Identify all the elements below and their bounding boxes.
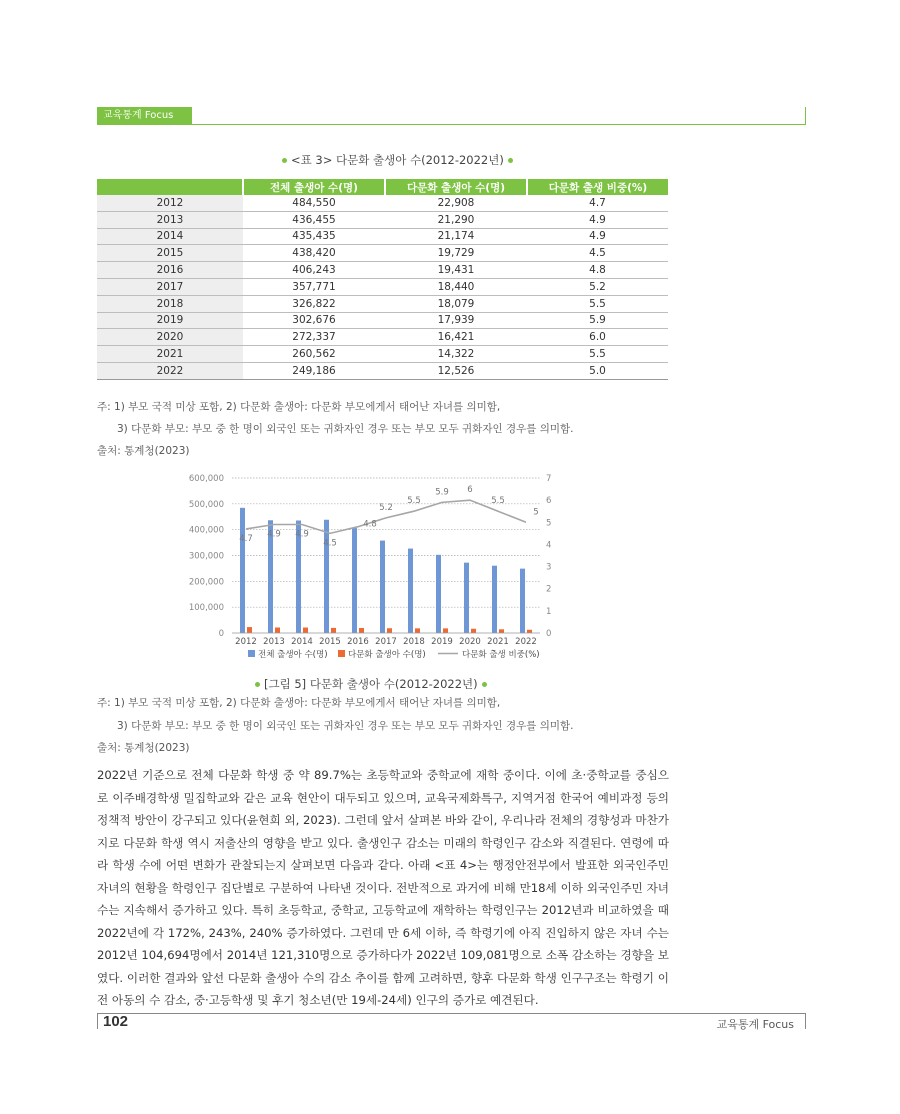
bar-multicultural-births (275, 628, 280, 633)
footer-title: 교육통계 Focus (716, 1018, 794, 1031)
bar-multicultural-births (527, 630, 532, 633)
table-cell: 16,421 (385, 329, 527, 346)
table-cell: 249,186 (243, 362, 385, 379)
y2-tick-label: 6 (546, 496, 552, 507)
table-cell: 4.9 (527, 228, 668, 245)
line-data-label: 6 (467, 485, 473, 496)
bullet-dot-icon (508, 158, 513, 163)
table-header-cell: 다문화 출생아 수(명) (385, 179, 527, 195)
figure-note-1: 주: 1) 부모 국적 미상 포함, 2) 다문화 출생아: 다문화 부모에게서 태어난 자녀를 의미함, (97, 697, 501, 709)
bar-total-births (352, 528, 357, 633)
y-tick-label: 300,000 (188, 551, 224, 562)
line-data-label: 5.5 (491, 496, 505, 507)
table-cell: 484,550 (243, 195, 385, 211)
x-tick-label: 2012 (235, 637, 257, 647)
header-rule (97, 124, 806, 125)
bar-total-births (492, 566, 497, 633)
table-header-row (97, 179, 668, 195)
header-rule-tick (805, 107, 806, 125)
table-body (97, 195, 668, 379)
table-cell: 436,455 (243, 211, 385, 228)
table-year-cell: 2015 (97, 245, 243, 262)
figure-note-2: 3) 다문화 부모: 부모 중 한 명이 외국인 또는 귀화자인 경우 또는 부모 모두 귀화자인 경우를 의미함. (117, 720, 574, 732)
x-tick-label: 2020 (459, 637, 481, 647)
footer-rule-tick (97, 1013, 98, 1029)
table-caption-text: <표 3> 다문화 출생아 수(2012-2022년) (291, 153, 504, 167)
line-data-label: 5.5 (407, 496, 421, 507)
line-data-label: 4.9 (267, 529, 281, 540)
legend-label: 전체 출생아 수(명) (258, 650, 328, 660)
bar-multicultural-births (443, 628, 448, 633)
x-tick-label: 2014 (291, 637, 313, 647)
x-tick-label: 2015 (319, 637, 341, 647)
table-header-cell (97, 179, 243, 195)
table-cell: 272,337 (243, 329, 385, 346)
table-row (97, 211, 668, 228)
bar-multicultural-births (387, 628, 392, 633)
table-cell: 18,079 (385, 295, 527, 312)
y2-tick-label: 1 (546, 606, 552, 617)
table-year-cell: 2018 (97, 295, 243, 312)
table-cell: 21,290 (385, 211, 527, 228)
figure-source: 출처: 통계청(2023) (97, 742, 190, 754)
legend-swatch-multicultural (338, 650, 345, 657)
line-data-label: 5.9 (435, 487, 449, 498)
table-cell: 4.5 (527, 245, 668, 262)
table-cell: 19,431 (385, 262, 527, 279)
bar-total-births (464, 563, 469, 633)
bullet-dot-icon (282, 158, 287, 163)
table-row (97, 278, 668, 295)
table-caption (278, 152, 517, 168)
table-row (97, 362, 668, 379)
bullet-dot-icon (255, 682, 260, 687)
bar-total-births (436, 555, 441, 633)
table-row (97, 195, 668, 211)
bar-multicultural-births (247, 627, 252, 633)
table-year-cell: 2012 (97, 195, 243, 211)
x-tick-label: 2017 (375, 637, 397, 647)
table-cell: 326,822 (243, 295, 385, 312)
table-cell: 6.0 (527, 329, 668, 346)
table-cell: 5.5 (527, 346, 668, 363)
y-tick-label: 200,000 (188, 577, 224, 588)
line-data-label: 4.5 (323, 538, 337, 549)
table-year-cell: 2014 (97, 228, 243, 245)
bar-multicultural-births (331, 628, 336, 633)
table-row (97, 262, 668, 279)
table-cell: 17,939 (385, 312, 527, 329)
table-row (97, 346, 668, 363)
table-cell: 302,676 (243, 312, 385, 329)
table-cell: 5.5 (527, 295, 668, 312)
table-cell: 21,174 (385, 228, 527, 245)
y-tick-label: 500,000 (188, 499, 224, 510)
line-data-label: 5 (533, 507, 539, 518)
bar-total-births (520, 569, 525, 633)
x-tick-label: 2021 (487, 637, 509, 647)
x-tick-label: 2019 (431, 637, 453, 647)
table-note-1: 주: 1) 부모 국적 미상 포함, 2) 다문화 출생아: 다문화 부모에게서 태어난 자녀를 의미함, (97, 401, 501, 413)
table-cell: 5.2 (527, 278, 668, 295)
bar-total-births (408, 549, 413, 633)
y2-tick-label: 5 (546, 518, 552, 529)
line-data-label: 4.8 (363, 519, 377, 530)
bar-multicultural-births (415, 628, 420, 633)
x-tick-label: 2018 (403, 637, 425, 647)
y-tick-label: 100,000 (188, 603, 224, 614)
bar-multicultural-births (471, 629, 476, 633)
x-tick-label: 2013 (263, 637, 285, 647)
table-year-cell: 2017 (97, 278, 243, 295)
y2-tick-label: 0 (546, 629, 552, 639)
footer-rule (97, 1013, 806, 1014)
table-cell: 12,526 (385, 362, 527, 379)
table-cell: 435,435 (243, 228, 385, 245)
page-number: 102 (103, 1013, 129, 1030)
bar-multicultural-births (303, 628, 308, 633)
table-row (97, 329, 668, 346)
legend-swatch-total (248, 650, 255, 657)
table-row (97, 312, 668, 329)
y2-tick-label: 3 (546, 562, 552, 573)
table-year-cell: 2019 (97, 312, 243, 329)
footer-rule-tick (805, 1013, 806, 1029)
body-paragraph: 2022년 기준으로 전체 다문화 학생 중 약 89.7%는 초등학교와 중학교에 재학 중이다. 이에 초·중학교를 중심으로 이주배경학생 밀집학교와 같은 교육 현안이 대두되고 있으며, 교육국제화특구, 지역거점 한국어 예비과정 등의 정책적 방안이 강구되고 있다(윤현희 외, 2023). 그런데 앞서 살펴본 바와 같이, 우리나라 전체의 경향성과 마찬가지로 다문화 학생 역시 저출산의 영향을 받고 있다. 출생인구 감소는 미래의 학령인구 감소와 직결된다. 연령에 따라 학생 수에 어떤 변화가 관찰되는지 살펴보면 다음과 같다. 아래 <표 4>는 행정안전부에서 발표한 외국인주민 자녀의 현황을 학령인구 집단별로 구분하여 나타낸 것이다. 전반적으로 과거에 비해 만18세 이하 외국인주민 자녀 수는 지속해서 증가하고 있다. 특히 초등학교, 중학교, 고등학교에 재학하는 학령인구는 2012년과 비교하였을 때 2022년에 각 172%, 243%, 240% 증가하였다. 그런데 만 6세 이하, 즉 학령기에 아직 진입하지 않은 자녀 수는 2012년 104,694명에서 2014년 121,310명으로 증가하다가 2022년 109,081명으로 소폭 감소하는 경향을 보였다. 이러한 결과와 앞선 다문화 출생아 수의 감소 추이를 함께 고려하면, 향후 다문화 학생 인구구조는 학령기 이전 아동의 수 감소, 중·고등학생 및 후기 청소년(만 19세-24세) 인구의 증가로 예견된다. (97, 768, 669, 1007)
y2-tick-label: 2 (546, 584, 552, 595)
table-cell: 22,908 (385, 195, 527, 211)
figure-caption (251, 676, 491, 692)
x-tick-label: 2022 (515, 637, 537, 647)
page-header (97, 107, 806, 125)
y-tick-label: 0 (218, 629, 224, 639)
bar-total-births (380, 541, 385, 633)
bar-total-births (240, 508, 245, 633)
birth-stats-table (97, 179, 668, 380)
x-tick-label: 2016 (347, 637, 369, 647)
table-year-cell: 2013 (97, 211, 243, 228)
table-cell: 357,771 (243, 278, 385, 295)
line-data-label: 4.7 (239, 533, 253, 544)
table-header-cell: 다문화 출생 비중(%) (527, 179, 668, 195)
table-row (97, 295, 668, 312)
table-row (97, 228, 668, 245)
legend-label: 다문화 출생 비중(%) (462, 650, 540, 660)
table-note-2: 3) 다문화 부모: 부모 중 한 명이 외국인 또는 귀화자인 경우 또는 부모 모두 귀화자인 경우를 의미함. (117, 423, 574, 435)
y2-tick-label: 7 (546, 474, 552, 484)
table-cell: 438,420 (243, 245, 385, 262)
figure-caption-text: [그림 5] 다문화 출생아 수(2012-2022년) (264, 677, 478, 691)
bar-total-births (324, 520, 329, 633)
bullet-dot-icon (482, 682, 487, 687)
table-cell: 260,562 (243, 346, 385, 363)
y-tick-label: 600,000 (188, 474, 224, 484)
birth-chart (180, 470, 580, 675)
header-tag: 교육통계 Focus (97, 107, 192, 124)
table-cell: 18,440 (385, 278, 527, 295)
table-year-cell: 2020 (97, 329, 243, 346)
table-cell: 14,322 (385, 346, 527, 363)
bar-multicultural-births (359, 628, 364, 633)
table-cell: 4.8 (527, 262, 668, 279)
table-cell: 4.9 (527, 211, 668, 228)
legend-label: 다문화 출생아 수(명) (348, 650, 426, 660)
table-year-cell: 2016 (97, 262, 243, 279)
table-cell: 19,729 (385, 245, 527, 262)
table-year-cell: 2022 (97, 362, 243, 379)
y-tick-label: 400,000 (188, 525, 224, 536)
bar-multicultural-births (499, 629, 504, 633)
table-cell: 5.0 (527, 362, 668, 379)
table-cell: 4.7 (527, 195, 668, 211)
line-data-label: 4.9 (295, 529, 309, 540)
y2-tick-label: 4 (546, 540, 552, 551)
line-data-label: 5.2 (379, 502, 393, 513)
table-cell: 406,243 (243, 262, 385, 279)
table-year-cell: 2021 (97, 346, 243, 363)
table-cell: 5.9 (527, 312, 668, 329)
table-source: 출처: 통계청(2023) (97, 445, 190, 457)
table-row (97, 245, 668, 262)
table-header-cell: 전체 출생아 수(명) (243, 179, 385, 195)
